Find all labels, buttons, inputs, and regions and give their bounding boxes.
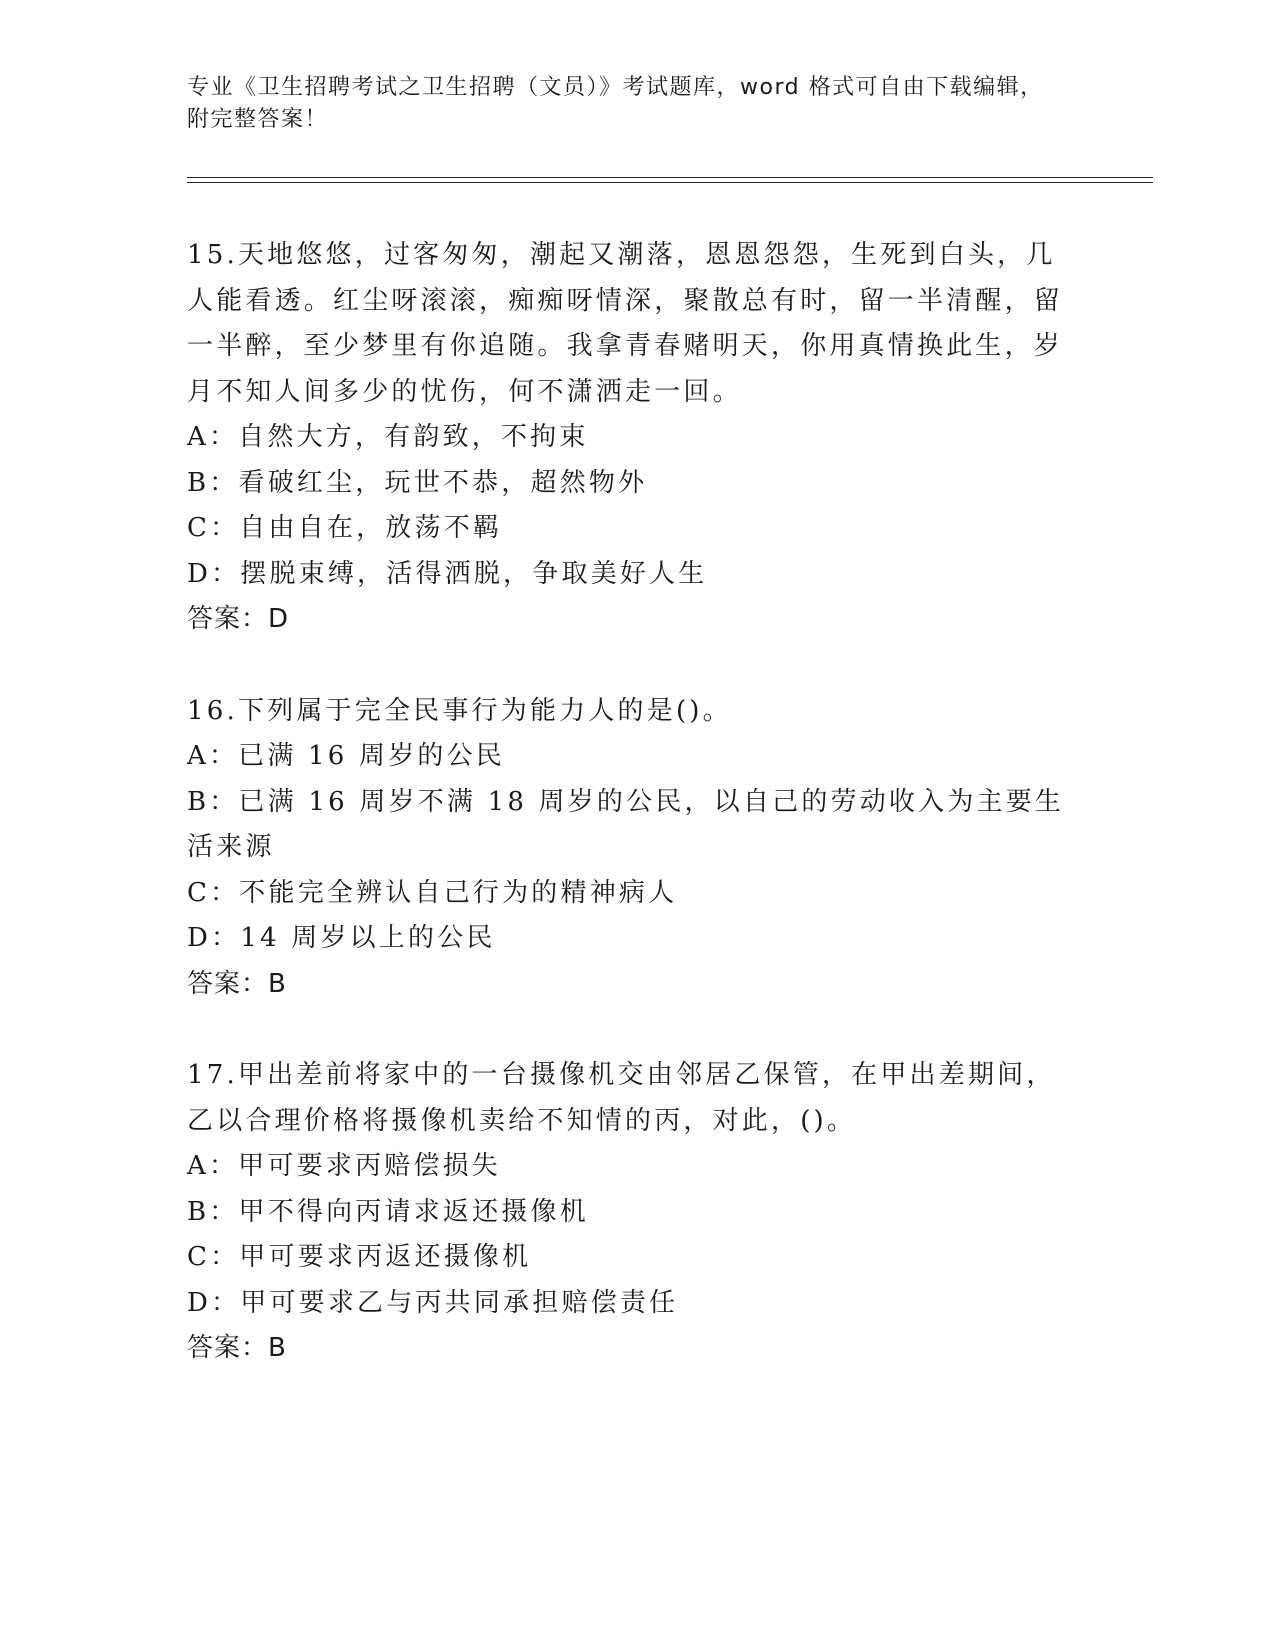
question-stem: 15.天地悠悠，过客匆匆，潮起又潮落，恩恩怨怨，生死到白头，几人能看透。红尘呀滚滚，痴痴呀情深，聚散总有时，留一半清醒，留一半醉，至少梦里有你追随。我拿青春赌明天，你用真情换此生，岁月不知人间多少的忧伤，何不潇洒走一回。 xyxy=(187,240,1064,407)
option-a: A：自然大方，有韵致，不拘束 xyxy=(187,422,589,452)
option-d: D：甲可要求乙与丙共同承担赔偿责任 xyxy=(187,1287,679,1318)
question-15 xyxy=(187,233,1067,643)
question-17 xyxy=(187,1053,1067,1372)
question-stem: 17.甲出差前将家中的一台摄像机交由邻居乙保管，在甲出差期间，乙以合理价格将摄像机卖给不知情的丙，对此，()。 xyxy=(187,1060,1056,1136)
document-header: 专业《卫生招聘考试之卫生招聘（文员）》考试题库，word 格式可自由下载编辑，附完整答案！ xyxy=(187,75,1044,132)
option-b: B：甲不得向丙请求返还摄像机 xyxy=(187,1196,589,1227)
answer-line: 答案：D xyxy=(187,604,290,634)
option-d: D：14 周岁以上的公民 xyxy=(187,923,496,953)
option-b: B：已满 16 周岁不满 18 周岁的公民，以自己的劳动收入为主要生活来源 xyxy=(187,786,1065,862)
question-list xyxy=(187,233,1067,1418)
option-a: A：甲可要求丙赔偿损失 xyxy=(187,1151,501,1181)
option-b: B：看破红尘，玩世不恭，超然物外 xyxy=(187,467,648,498)
header-divider-top xyxy=(187,177,1153,178)
option-a: A：已满 16 周岁的公民 xyxy=(187,741,505,771)
option-d: D：摆脱束缚，活得洒脱，争取美好人生 xyxy=(187,558,708,589)
answer-line: 答案：B xyxy=(187,968,287,999)
option-c: C：自由自在，放荡不羁 xyxy=(187,513,503,543)
header-divider-bottom xyxy=(187,182,1153,183)
answer-line: 答案：B xyxy=(187,1333,287,1363)
option-c: C：甲可要求丙返还摄像机 xyxy=(187,1242,532,1272)
option-c: C：不能完全辨认自己行为的精神病人 xyxy=(187,877,678,908)
question-stem: 16.下列属于完全民事行为能力人的是()。 xyxy=(187,695,732,726)
question-16 xyxy=(187,689,1067,1008)
